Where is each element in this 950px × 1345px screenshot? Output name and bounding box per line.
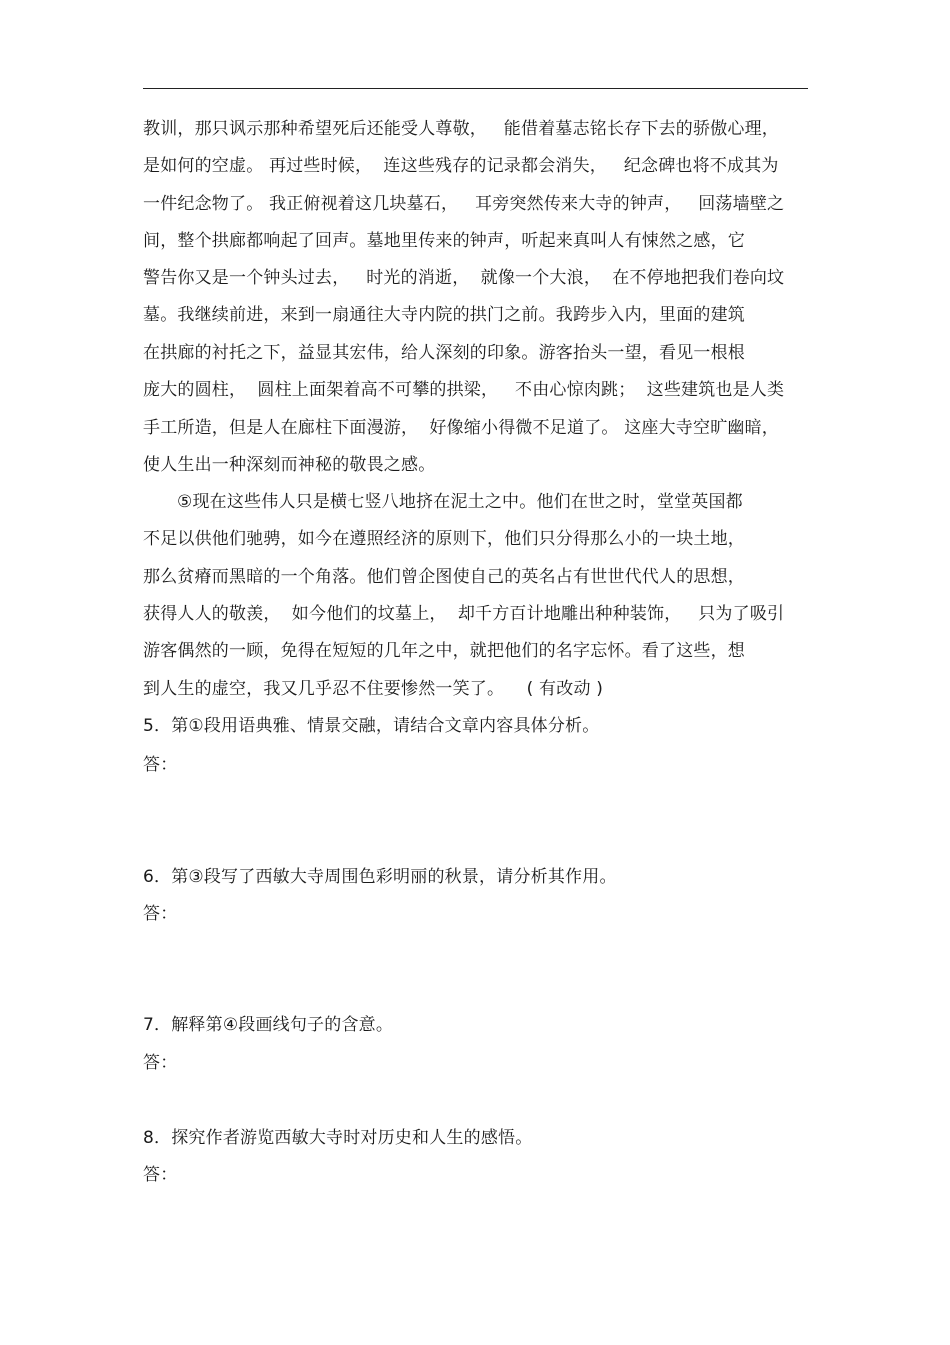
answer-label-5: 答： — [143, 755, 178, 775]
passage-line: 那么贫瘠而黑暗的一个角落。他们曾企图使自己的英名占有世世代代人的思想， — [143, 567, 745, 587]
passage-line: 警告你又是一个钟头过去， 时光的消逝， 就像一个大浪， 在不停地把我们卷向坟 — [143, 268, 785, 288]
passage-line: 手工所造，但是人在廊柱下面漫游， 好像缩小得微不足道了。 这座大寺空旷幽暗， — [143, 418, 780, 438]
passage-line: 庞大的圆柱， 圆柱上面架着高不可攀的拱梁， 不由心惊肉跳； 这些建筑也是人类 — [143, 380, 785, 400]
passage-line: 墓。我继续前进，来到一扇通往大寺内院的拱门之前。我跨步入内，里面的建筑 — [143, 305, 745, 325]
passage-line: 是如何的空虚。 再过些时候， 连这些残存的记录都会消失， 纪念碑也将不成其为 — [143, 156, 779, 176]
passage-line: 到人生的虚空，我又几乎忍不住要惨然一笑了。 ( 有改动 ) — [143, 679, 604, 699]
question-8: 8．探究作者游览西敏大寺时对历史和人生的感悟。 — [143, 1128, 533, 1148]
passage-line: 在拱廊的衬托之下，益显其宏伟，给人深刻的印象。游客抬头一望，看见一根根 — [143, 343, 745, 363]
question-7: 7．解释第④段画线句子的含意。 — [143, 1015, 394, 1035]
header-rule — [143, 88, 808, 89]
answer-label-6: 答： — [143, 904, 178, 924]
passage-line: 使人生出一种深刻而神秘的敬畏之感。 — [143, 455, 436, 475]
passage-line: ⑤现在这些伟人只是横七竖八地挤在泥土之中。他们在世之时，堂堂英国都 — [177, 492, 743, 512]
passage-line: 教训，那只讽示那种希望死后还能受人尊敬， 能借着墓志铭长存下去的骄傲心理， — [143, 119, 780, 139]
passage-line: 间，整个拱廊都响起了回声。墓地里传来的钟声，听起来真叫人有悚然之感，它 — [143, 231, 745, 251]
answer-label-8: 答： — [143, 1165, 178, 1185]
passage-line: 不足以供他们驰骋，如今在遵照经济的原则下，他们只分得那么小的一块土地， — [143, 529, 745, 549]
passage-line: 游客偶然的一顾，免得在短短的几年之中，就把他们的名字忘怀。看了这些，想 — [143, 641, 745, 661]
question-6: 6．第③段写了西敏大寺周围色彩明丽的秋景，请分析其作用。 — [143, 867, 617, 887]
passage-line: 获得人人的敬羡， 如今他们的坟墓上， 却千方百计地雕出种种装饰， 只为了吸引 — [143, 604, 785, 624]
passage-line: 一件纪念物了。 我正俯视着这几块墓石， 耳旁突然传来大寺的钟声， 回荡墙壁之 — [143, 194, 785, 214]
question-5: 5．第①段用语典雅、情景交融，请结合文章内容具体分析。 — [143, 716, 600, 736]
answer-label-7: 答： — [143, 1053, 178, 1073]
